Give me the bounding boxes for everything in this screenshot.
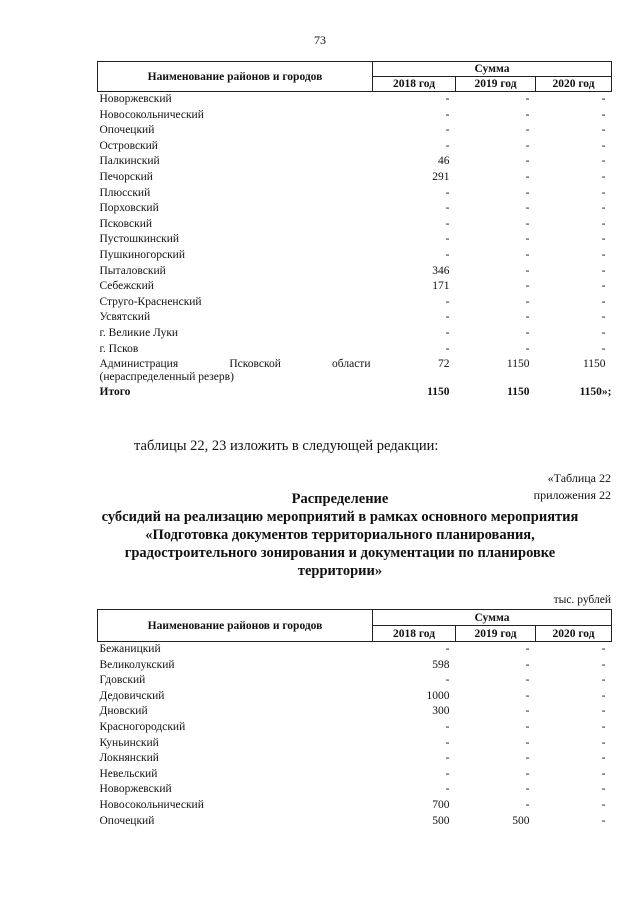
- value-2020: -: [601, 643, 606, 655]
- value-2018: -: [445, 186, 450, 199]
- page-number: 73: [314, 33, 326, 47]
- header-name: Наименование районов и городов: [98, 62, 373, 92]
- row-name: Новоржевский: [99, 783, 172, 796]
- value-2018: -: [445, 233, 450, 246]
- admin-2019: 1150: [506, 358, 530, 371]
- row-name: Невельский: [99, 767, 158, 780]
- row-name: Бежаницкий: [99, 643, 161, 655]
- row-name: Красногородский: [99, 720, 186, 733]
- row-name: Пушкиногорский: [99, 248, 185, 261]
- table-row: [98, 232, 612, 248]
- value-2020: -: [601, 326, 606, 339]
- value-2020: -: [601, 202, 606, 215]
- table-row: [98, 123, 612, 139]
- value-2019: -: [525, 658, 530, 671]
- row-name: Опочецкий: [99, 814, 155, 827]
- caption-line2: приложения 22: [533, 488, 611, 502]
- header-2020: 2020 год: [536, 77, 612, 92]
- value-2019: -: [525, 248, 530, 261]
- value-2020: -: [601, 248, 606, 261]
- value-2018: 346: [432, 264, 450, 277]
- value-2018: -: [445, 202, 450, 215]
- table-row: [98, 767, 612, 783]
- table-row: [98, 642, 612, 658]
- row-name: Дновский: [99, 705, 148, 718]
- value-2018: 598: [432, 658, 450, 671]
- table-row: [98, 751, 612, 767]
- value-2018: -: [445, 326, 450, 339]
- row-name: Себежский: [99, 280, 154, 293]
- row-name: Опочецкий: [99, 124, 155, 137]
- value-2019: 500: [512, 814, 530, 827]
- value-2020: -: [601, 720, 606, 733]
- value-2020: -: [601, 217, 606, 230]
- value-2020: -: [601, 170, 606, 183]
- table-row: [98, 342, 612, 358]
- value-2018: 500: [432, 814, 450, 827]
- table-row: [98, 658, 612, 674]
- value-2020: -: [601, 108, 606, 121]
- table-row: [98, 798, 612, 814]
- table-row: [98, 736, 612, 752]
- admin-word1: Администрация: [99, 358, 179, 371]
- row-name: Гдовский: [99, 674, 146, 687]
- value-2019: -: [525, 264, 530, 277]
- admin-2020: 1150: [582, 358, 606, 371]
- admin-word3: области: [332, 358, 371, 371]
- value-2019: -: [525, 674, 530, 687]
- table-row: [98, 201, 612, 217]
- document-title: [40, 490, 640, 580]
- value-2019: -: [525, 767, 530, 780]
- distribution-table-22: [97, 609, 612, 829]
- value-2018: -: [445, 767, 450, 780]
- value-2018: -: [445, 783, 450, 796]
- row-name: Усвятский: [99, 311, 151, 324]
- value-2019: -: [525, 798, 530, 811]
- table-row: [98, 720, 612, 736]
- admin-name-cell: [98, 357, 373, 385]
- table-row: [98, 704, 612, 720]
- value-2020: -: [601, 767, 606, 780]
- total-label: Итого: [99, 386, 131, 399]
- row-name: Новосокольнический: [99, 798, 204, 811]
- value-2019: -: [525, 783, 530, 796]
- header-sum: Сумма: [373, 610, 612, 626]
- value-2020: -: [601, 186, 606, 199]
- value-2019: -: [525, 93, 530, 105]
- value-2018: -: [445, 643, 450, 655]
- value-2019: -: [525, 233, 530, 246]
- table-row-total: [98, 385, 612, 401]
- table-row: [98, 92, 612, 108]
- value-2020: -: [601, 295, 606, 308]
- table-row: [98, 186, 612, 202]
- distribution-table-continued: [97, 61, 612, 401]
- title-line3: «Подготовка документов территориального планирования,: [145, 527, 535, 543]
- value-2019: -: [525, 139, 530, 152]
- total-2020: 1150»;: [579, 386, 612, 399]
- admin-word2: Псковской: [229, 358, 281, 371]
- title-line4: градостроительного зонирования и документации по планировке: [124, 545, 556, 561]
- total-2019: 1150: [507, 386, 530, 399]
- value-2020: -: [601, 814, 606, 827]
- value-2020: -: [601, 736, 606, 749]
- value-2020: -: [601, 342, 606, 355]
- header-2018: 2018 год: [373, 77, 456, 92]
- total-2018: 1150: [427, 386, 450, 399]
- row-name: Островский: [99, 139, 158, 152]
- value-2020: -: [601, 311, 606, 324]
- table-row: [98, 310, 612, 326]
- value-2019: -: [525, 186, 530, 199]
- table-row: [98, 295, 612, 311]
- row-name: Пустошкинский: [99, 233, 180, 246]
- value-2019: -: [525, 170, 530, 183]
- table-row: [98, 782, 612, 798]
- value-2018: 46: [438, 155, 450, 168]
- header-name: Наименование районов и городов: [98, 610, 373, 642]
- value-2019: -: [525, 689, 530, 702]
- value-2020: -: [601, 233, 606, 246]
- value-2019: -: [525, 736, 530, 749]
- table-row: [98, 814, 612, 830]
- caption-line1: «Таблица 22: [547, 471, 611, 485]
- table-row: [98, 673, 612, 689]
- value-2018: 300: [432, 705, 450, 718]
- value-2019: -: [525, 311, 530, 324]
- table-row: [98, 264, 612, 280]
- row-name: Порховский: [99, 202, 159, 215]
- value-2018: -: [445, 139, 450, 152]
- admin-line2: (нераспределенный резерв): [99, 371, 234, 384]
- row-name: г. Псков: [99, 342, 139, 355]
- header-2020: 2020 год: [536, 626, 612, 642]
- value-2019: -: [525, 752, 530, 765]
- value-2018: -: [445, 752, 450, 765]
- value-2020: -: [601, 264, 606, 277]
- value-2018: 1000: [426, 689, 450, 702]
- value-2020: -: [601, 124, 606, 137]
- value-2018: -: [445, 736, 450, 749]
- value-2019: -: [525, 280, 530, 293]
- value-2019: -: [525, 720, 530, 733]
- value-2018: -: [445, 295, 450, 308]
- table-row: [98, 108, 612, 124]
- value-2019: -: [525, 155, 530, 168]
- value-2019: -: [525, 643, 530, 655]
- value-2020: -: [601, 689, 606, 702]
- row-name: Палкинский: [99, 155, 160, 168]
- value-2019: -: [525, 295, 530, 308]
- value-2018: -: [445, 342, 450, 355]
- value-2019: -: [525, 217, 530, 230]
- value-2018: -: [445, 674, 450, 687]
- table-row: [98, 326, 612, 342]
- value-2020: -: [601, 280, 606, 293]
- table-row-admin: [98, 357, 612, 385]
- value-2018: -: [445, 108, 450, 121]
- table-row: [98, 279, 612, 295]
- row-name: Локнянский: [99, 752, 159, 765]
- value-2020: -: [601, 783, 606, 796]
- row-name: Пыталовский: [99, 264, 166, 277]
- table-row: [98, 139, 612, 155]
- value-2019: -: [525, 342, 530, 355]
- value-2020: -: [601, 705, 606, 718]
- table-row: [98, 170, 612, 186]
- value-2020: -: [601, 798, 606, 811]
- header-2019: 2019 год: [456, 626, 536, 642]
- admin-2018: 72: [438, 358, 450, 371]
- row-name: Великолукский: [99, 658, 175, 671]
- value-2019: -: [525, 202, 530, 215]
- header-sum: Сумма: [373, 62, 612, 77]
- header-2019: 2019 год: [456, 77, 536, 92]
- row-name: Новосокольнический: [99, 108, 204, 121]
- value-2019: -: [525, 326, 530, 339]
- row-name: Плюсский: [99, 186, 151, 199]
- value-2018: -: [445, 124, 450, 137]
- title-line2: субсидий на реализацию мероприятий в рамках основного мероприятия: [101, 509, 579, 525]
- row-name: Дедовичский: [99, 689, 165, 702]
- table-row: [98, 217, 612, 233]
- row-name: Новоржевский: [99, 93, 172, 105]
- instruction-paragraph: таблицы 22, 23 изложить в следующей редакции:: [134, 438, 439, 454]
- value-2019: -: [525, 108, 530, 121]
- row-name: Печорский: [99, 170, 153, 183]
- header-2018: 2018 год: [373, 626, 456, 642]
- value-2020: -: [601, 139, 606, 152]
- value-2020: -: [601, 752, 606, 765]
- row-name: Куньинский: [99, 736, 159, 749]
- value-2020: -: [601, 674, 606, 687]
- value-2020: -: [601, 93, 606, 105]
- value-2018: -: [445, 720, 450, 733]
- value-2020: -: [601, 155, 606, 168]
- value-2019: -: [525, 124, 530, 137]
- value-2018: -: [445, 217, 450, 230]
- table-row: [98, 154, 612, 170]
- title-line1: Распределение: [291, 491, 389, 507]
- value-2018: -: [445, 93, 450, 105]
- value-2018: 700: [432, 798, 450, 811]
- row-name: Струго-Красненский: [99, 295, 202, 308]
- value-2018: 171: [432, 280, 450, 293]
- units-label: тыс. рублей: [553, 594, 611, 606]
- title-line5: территории»: [297, 563, 383, 579]
- value-2018: -: [445, 311, 450, 324]
- value-2020: -: [601, 658, 606, 671]
- row-name: Псковский: [99, 217, 153, 230]
- value-2018: -: [445, 248, 450, 261]
- value-2018: 291: [432, 170, 450, 183]
- table-row: [98, 248, 612, 264]
- table-row: [98, 689, 612, 705]
- row-name: г. Великие Луки: [99, 326, 179, 339]
- value-2019: -: [525, 705, 530, 718]
